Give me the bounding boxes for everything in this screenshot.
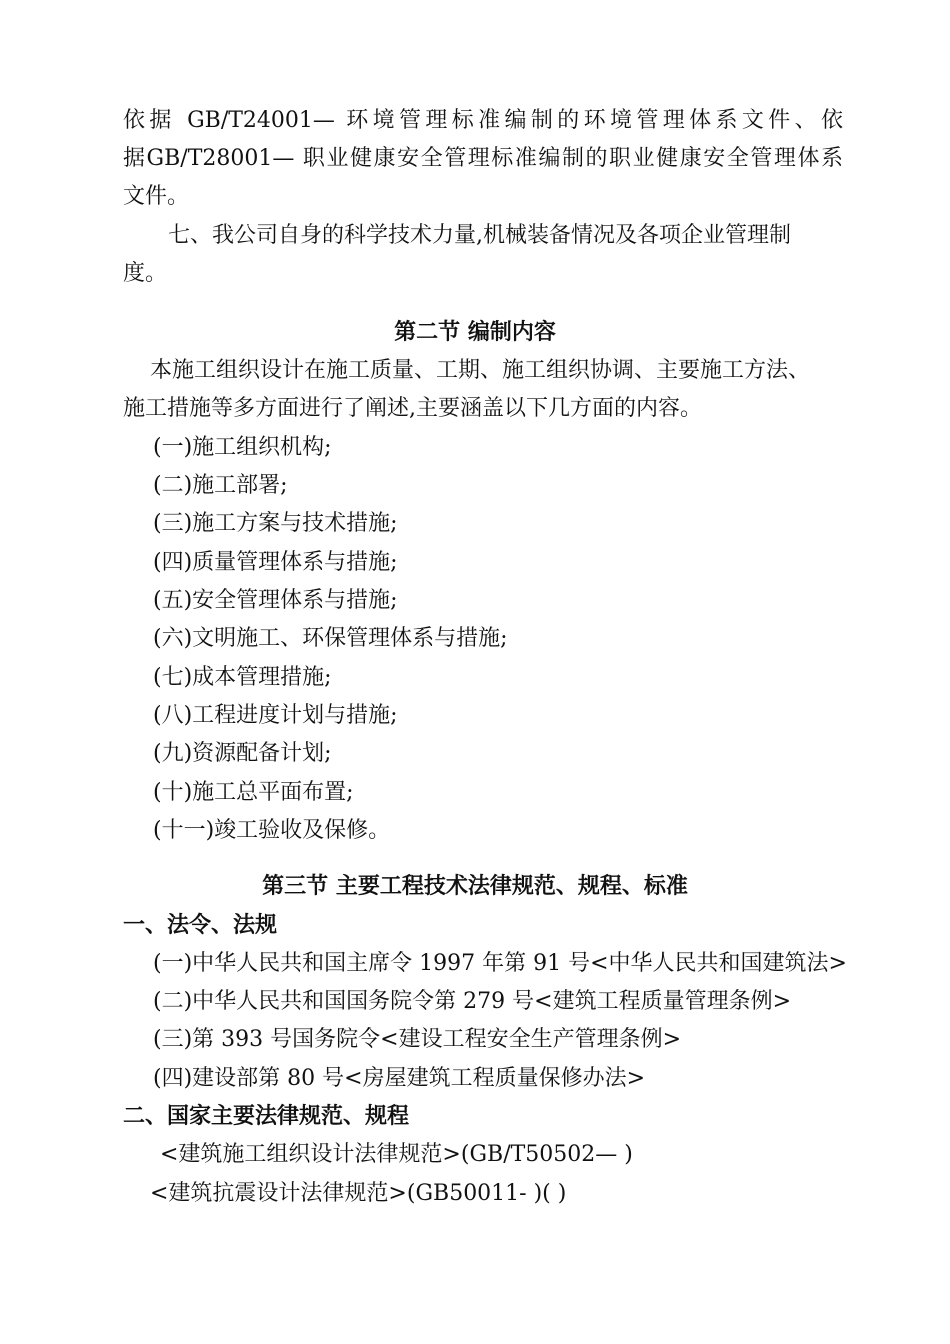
list-item: (七)成本管理措施; [153, 665, 332, 690]
section3-heading: 第三节 主要工程技术法律规范、规程、标准 [262, 874, 688, 899]
intro-line-2: 据GB/T28001— 职业健康安全管理标准编制的职业健康安全管理体系 [123, 146, 843, 171]
list-item: (三)第 393 号国务院令<建设工程安全生产管理条例> [153, 1027, 682, 1052]
list-item: (一)中华人民共和国主席令 1997 年第 91 号<中华人民共和国建筑法> [153, 951, 847, 976]
list-item: (十一)竣工验收及保修。 [153, 818, 391, 843]
list-item: (八)工程进度计划与措施; [153, 703, 398, 728]
section3-sub1-heading: 一、法令、法规 [123, 913, 278, 938]
list-item: (四)质量管理体系与措施; [153, 550, 398, 575]
item7-line-1: 七、我公司自身的科学技术力量,机械装备情况及各项企业管理制 [168, 223, 791, 248]
list-item: <建筑抗震设计法律规范>(GB50011- )( ) [150, 1181, 567, 1206]
section3-sub2-heading: 二、国家主要法律规范、规程 [123, 1104, 410, 1129]
list-item: (二)施工部署; [153, 473, 288, 498]
list-item: (三)施工方案与技术措施; [153, 511, 398, 536]
intro-line-1: 依据 GB/T24001— 环境管理标准编制的环境管理体系文件、依 [123, 108, 843, 133]
list-item: (六)文明施工、环保管理体系与措施; [153, 626, 508, 651]
list-item: (二)中华人民共和国国务院令第 279 号<建筑工程质量管理条例> [153, 989, 792, 1014]
list-item: (五)安全管理体系与措施; [153, 588, 398, 613]
intro-line-3: 文件。 [123, 184, 190, 209]
list-item: (十)施工总平面布置; [153, 780, 354, 805]
list-item: (九)资源配备计划; [153, 741, 332, 766]
section2-heading: 第二节 编制内容 [394, 320, 556, 345]
item7-line-2: 度。 [123, 261, 168, 286]
list-item: (四)建设部第 80 号<房屋建筑工程质量保修办法> [153, 1066, 646, 1091]
list-item: <建筑施工组织设计法律规范>(GB/T50502— ) [160, 1142, 633, 1167]
section2-para-line-1: 本施工组织设计在施工质量、工期、施工组织协调、主要施工方法、 [150, 358, 811, 383]
list-item: (一)施工组织机构; [153, 435, 332, 460]
section2-para-line-2: 施工措施等多方面进行了阐述,主要涵盖以下几方面的内容。 [123, 396, 702, 421]
